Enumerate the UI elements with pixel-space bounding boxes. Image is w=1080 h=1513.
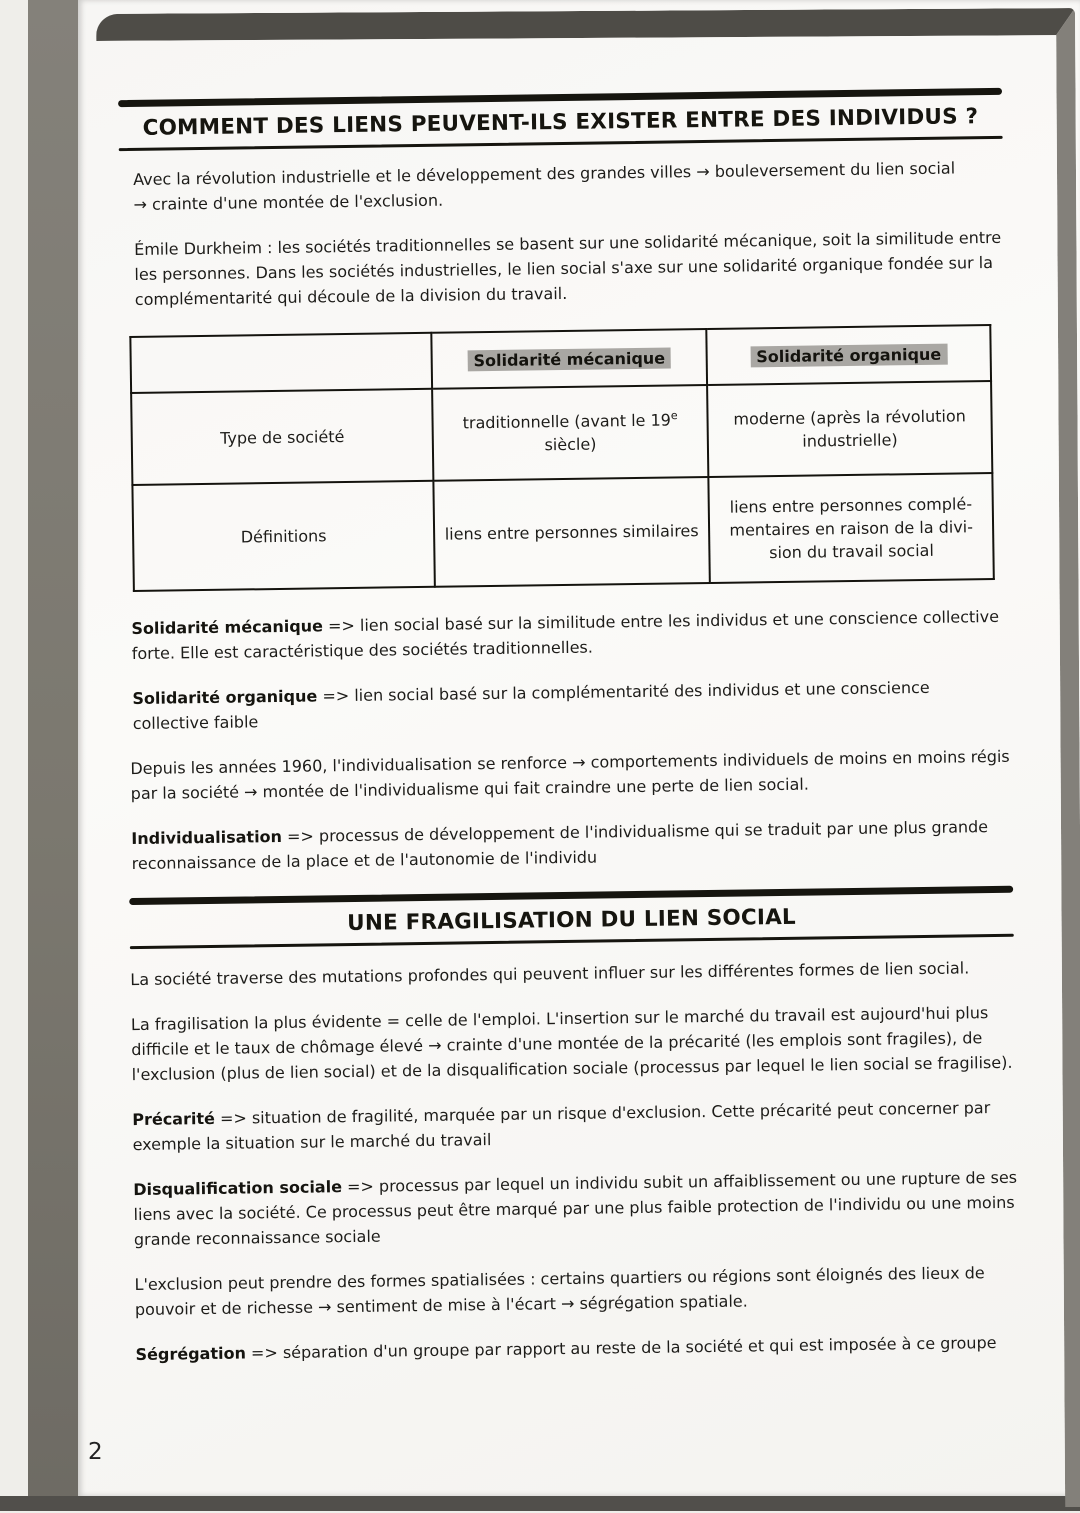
- row-label-cell: Définitions: [132, 481, 434, 591]
- page-number: 2: [88, 1439, 103, 1465]
- section1-title: COMMENT DES LIENS PEUVENT-ILS EXISTER ENTRE DES INDIVIDUS ?: [142, 104, 979, 141]
- definition-solidarite-organique: Solidarité organique => lien social basé sur la complémentarité des individus et une conscience collective faible: [132, 677, 930, 734]
- definition-disqualification-sociale: Disqualification sociale => processus par lequel un individu subit un affaiblissement ou une rupture de ses liens avec la société. Ce processus peut être marqué par une plus faible protection de l'individu ou une moins grande reconnaissance sociale: [133, 1167, 1018, 1250]
- cell-type-mecanique: traditionnelle (avant le 19e siècle): [432, 385, 708, 481]
- table-row-definitions: [132, 473, 993, 591]
- definition-term: Disqualification sociale: [133, 1177, 343, 1200]
- photo-background-bottom: [0, 1496, 1080, 1511]
- superscript-e: e: [670, 409, 678, 423]
- highlighted-header-text: Solidarité organique: [750, 343, 947, 367]
- cell-type-organique: moderne (après la révolution industrielle): [707, 381, 992, 477]
- definition-individualisation: Individualisation => processus de développement de l'individualisme qui se traduit par une plus grande reconnaissance de la place et de l'autonomie de l'individu: [131, 817, 989, 874]
- table-header-mecanique: [431, 329, 707, 389]
- definition-term: Précarité: [132, 1108, 216, 1130]
- definition-term: Solidarité organique: [132, 686, 318, 709]
- cell-def-organique: liens entre personnes complé- mentaires en raison de la divi- sion du travail social: [709, 473, 994, 583]
- exclusion-spatiale-paragraph: L'exclusion peut prendre des formes spatialisées : certains quartiers ou régions sont éloignés des lieux de pouvoir et de richesse → sentiment de mise à l'écart → ségrégation spatiale.: [134, 1263, 985, 1320]
- row-label-cell: Type de société: [131, 389, 433, 485]
- solidarity-comparison-table: [129, 324, 994, 592]
- section2-top-rule: [129, 886, 1013, 905]
- intro-paragraph: Avec la révolution industrielle et le développement des grandes villes → bouleversement du lien social → crainte d'une montée de l'exclusion.: [133, 158, 956, 214]
- definition-precarite: Précarité => situation de fragilité, marquée par un risque d'exclusion. Cette précarité peut concerner par exemple la situation sur le marché du travail: [132, 1098, 991, 1155]
- definition-segregation: Ségrégation => séparation d'un groupe par rapport au reste de la société et qui est imposée à ce groupe: [135, 1333, 997, 1365]
- definition-term: Solidarité mécanique: [131, 616, 324, 639]
- mutations-paragraph: La société traverse des mutations profondes qui peuvent influer sur les différentes formes de lien social.: [130, 958, 970, 990]
- section2-title: UNE FRAGILISATION DU LIEN SOCIAL: [347, 904, 797, 937]
- definition-term: Individualisation: [131, 826, 283, 849]
- highlighted-header-text: Solidarité mécanique: [467, 347, 671, 371]
- photo-background-strip: [28, 0, 78, 1496]
- definition-solidarite-mecanique: Solidarité mécanique => lien social basé sur la similitude entre les individus et une conscience collective forte. Elle est caractéristique des sociétés traditionnelles.: [131, 606, 1000, 664]
- page-content: [118, 88, 1020, 1367]
- table-row-type-de-societe: [131, 381, 992, 485]
- individualisation-paragraph: Depuis les années 1960, l'individualisation se renforce → comportements individuels de moins en moins régis par la société → montée de l'individualisme qui fait craindre une perte de lien social.: [130, 746, 1010, 804]
- table-corner-cell: [130, 333, 432, 393]
- durkheim-paragraph: Émile Durkheim : les sociétés traditionnelles se basent sur une solidarité mécanique, soit la similitude entre les personnes. Dans les sociétés industrielles, le lien social s'axe sur une solidarité organique fondée sur la complémentarité qui découle de la division du travail.: [133, 227, 1002, 309]
- table-header-organique: [706, 325, 991, 385]
- definition-term: Ségrégation: [135, 1343, 247, 1365]
- cell-def-mecanique: liens entre personnes similaires: [433, 477, 710, 587]
- fragilisation-emploi-paragraph: La fragilisation la plus évidente = celle de l'emploi. L'insertion sur le marché du travail est aujourd'hui plus difficile et le taux de chômage élevé → crainte d'une montée de la précarité (les emplois sont fragiles), de l'exclusion (plus de lien social) et de la disqualification sociale (processus par lequel le lien social se fragilise).: [130, 1003, 1013, 1085]
